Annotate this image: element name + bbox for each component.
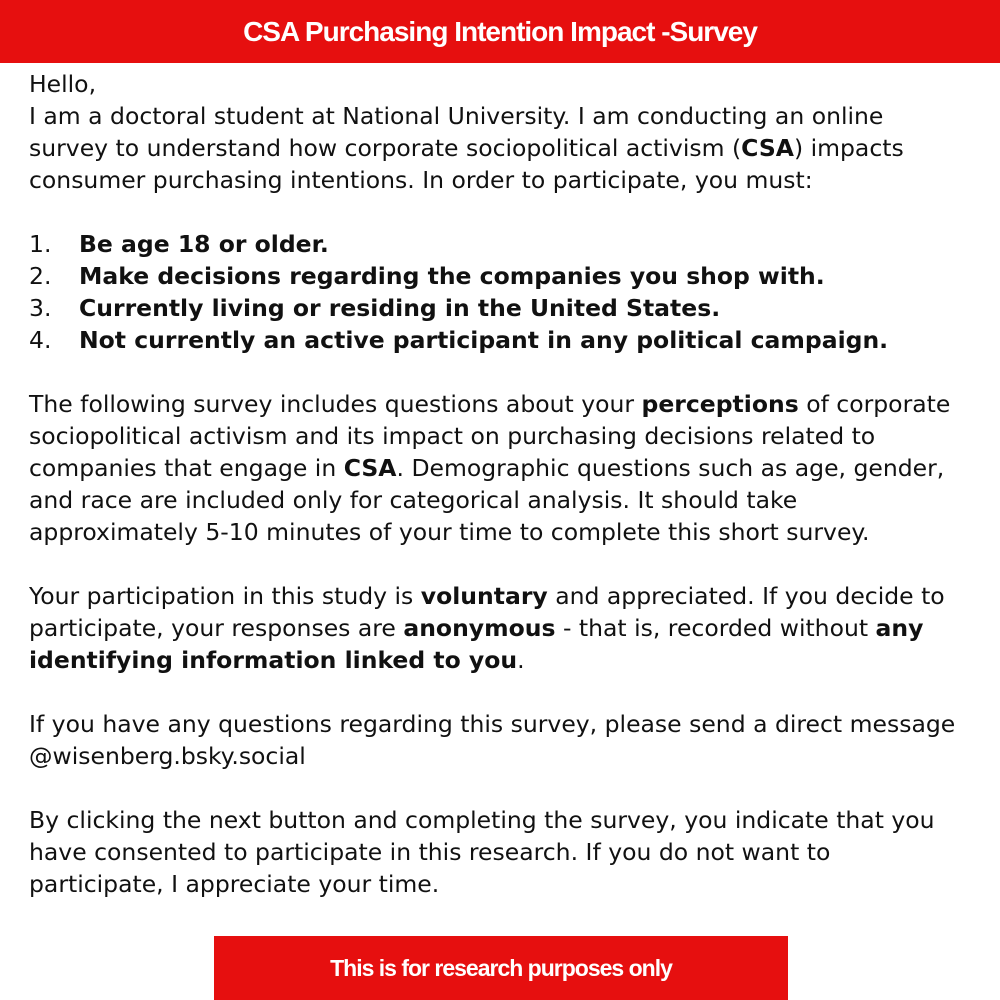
survey-info-text: . Demographic questions such as age, gender, and race are included only for categorical analysis. It should take approximately 5-10 minutes of your time to complete this short survey. (29, 454, 945, 546)
anonymous-emphasis: anonymous (403, 614, 556, 642)
list-number: 2. (29, 262, 52, 290)
intro-paragraph (29, 100, 964, 196)
participation-paragraph (29, 580, 964, 676)
consent-body (29, 68, 964, 900)
list-number: 1. (29, 230, 52, 258)
list-item (29, 292, 964, 324)
header-banner (0, 0, 1000, 63)
footer-label: This is for research purposes only (330, 954, 672, 981)
voluntary-emphasis: voluntary (420, 582, 548, 610)
participation-text: Your participation in this study is (29, 582, 421, 610)
participation-text: and appreciated. If you decide to participate, your responses are (29, 582, 945, 642)
list-item (29, 324, 964, 356)
survey-info-text: The following survey includes questions about your (29, 390, 642, 418)
requirement-text: Make decisions regarding the companies you shop with. (79, 262, 825, 290)
csa-emphasis: CSA (343, 454, 397, 482)
consent-paragraph: By clicking the next button and completing the survey, you indicate that you have consented to participate in this research. If you do not want to participate, I appreciate your time. (29, 806, 935, 898)
page-title: CSA Purchasing Intention Impact -Survey (243, 15, 757, 47)
list-item (29, 260, 964, 292)
intro-text: I am a doctoral student at National University. I am conducting an online survey to understand how corporate sociopolitical activism ( (29, 102, 884, 162)
contact-handle: @wisenberg.bsky.social (29, 742, 306, 770)
intro-text-end: ) impacts consumer purchasing intentions. In order to participate, you must: (29, 134, 904, 194)
questions-text: If you have any questions regarding this survey, please send a direct message (29, 710, 956, 738)
survey-info-paragraph (29, 388, 964, 548)
requirement-text: Not currently an active participant in any political campaign. (79, 326, 889, 354)
list-item (29, 228, 964, 260)
footer-banner (214, 936, 788, 1000)
identifying-info-emphasis: any identifying information linked to you (29, 614, 924, 674)
list-number: 3. (29, 294, 52, 322)
survey-info-text: of corporate sociopolitical activism and its impact on purchasing decisions related to companies that engage in (29, 390, 951, 482)
greeting: Hello, (29, 70, 97, 98)
list-number: 4. (29, 326, 52, 354)
participation-text: - that is, recorded without (555, 614, 876, 642)
questions-paragraph (29, 708, 964, 772)
requirements-list (29, 228, 964, 356)
intro-csa-emphasis: CSA (741, 134, 794, 162)
participation-text-end: . (517, 646, 525, 674)
requirement-text: Be age 18 or older. (79, 230, 329, 258)
perceptions-emphasis: perceptions (641, 390, 799, 418)
requirement-text: Currently living or residing in the United States. (79, 294, 721, 322)
